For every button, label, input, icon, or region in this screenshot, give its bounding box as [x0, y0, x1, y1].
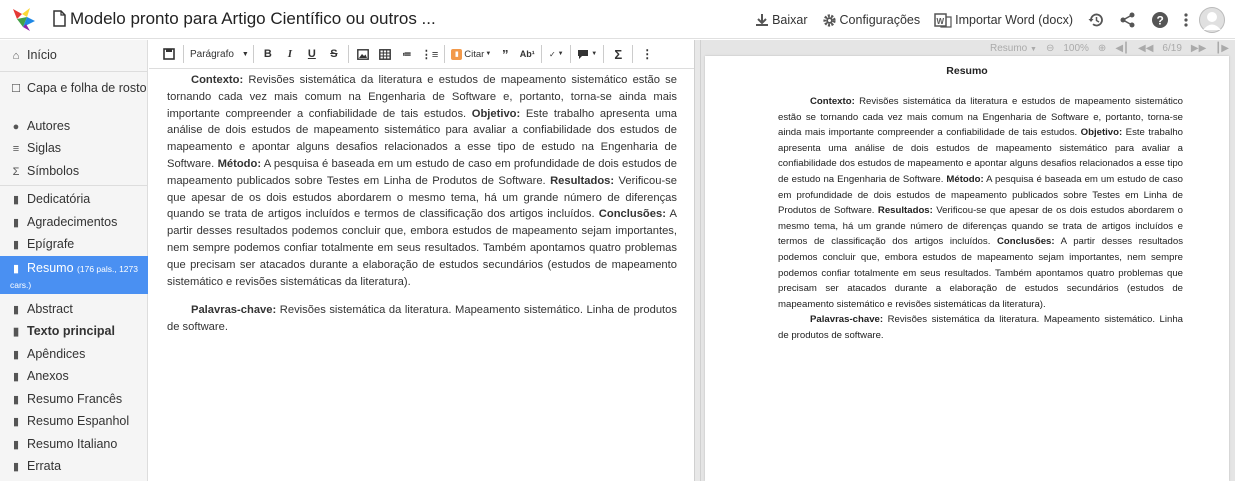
app-logo-icon[interactable] [10, 5, 38, 33]
contexto-label: Contexto: [191, 74, 244, 86]
preview-style-select[interactable] [981, 43, 1037, 54]
resultados-text: Verificou-se que apesar de os dois estudos abordarem o mesmo tema, há um grande número de diferenças quando se trata de artigos incluídos e termos de classificação dos artigos incluídos. [778, 205, 1183, 248]
top-actions [741, 6, 1225, 34]
strikethrough-button[interactable]: S [330, 48, 338, 60]
metodo-text: A pesquisa é baseada em um estudo de caso em profundidade de dois estudos de mapeamento publicados sobre Testes em Linha de Produtos de Software. [167, 157, 677, 187]
sidebar-item-capa[interactable] [0, 80, 148, 97]
quote-button[interactable]: ” [502, 46, 509, 62]
keywords-label: Palavras-chave: [191, 304, 277, 317]
page-title: Resumo [946, 65, 988, 77]
save-icon [163, 48, 175, 60]
page-body [778, 94, 1183, 344]
preview-keywords-paragraph [778, 312, 1183, 343]
sidebar-item-anexos[interactable] [0, 369, 148, 385]
next-page-icon[interactable]: ▶▶ [1190, 42, 1207, 54]
top-bar [0, 0, 1235, 39]
doc-icon: ▮ [12, 304, 20, 316]
formula-button[interactable]: Σ [614, 46, 623, 62]
bold-button[interactable]: B [263, 48, 272, 60]
editor-toolbar [149, 40, 694, 69]
sidebar-item-dedicatoria[interactable] [0, 192, 148, 208]
prev-page-icon[interactable]: ◀◀ [1138, 42, 1154, 54]
toolbar-divider [541, 45, 542, 63]
keywords-text: Revisões sistemática da literatura. Mapeamento sistemático. Linha de produtos de software. [778, 314, 1183, 341]
doc-icon: ▮ [12, 239, 20, 251]
doc-icon: ▮ [12, 371, 20, 383]
conclusoes-label: Conclusões: [997, 236, 1055, 248]
image-icon [357, 49, 369, 60]
sidebar-item-resumo-frances[interactable] [0, 392, 148, 408]
more-menu-button[interactable] [1183, 12, 1189, 28]
contexto-label: Contexto: [810, 96, 855, 107]
sidebar-item-label: Resumo [27, 261, 74, 275]
objetivo-label: Objetivo: [1080, 127, 1123, 139]
square-icon: ☐ [11, 83, 21, 95]
spellcheck-button[interactable] [548, 44, 564, 64]
sidebar-item-label: Anexos [27, 369, 69, 383]
conclusoes-text: A partir desses resultados podemos concluir que, embora estudos de mapeamento sejam importantes, nem sempre podemos confiar totalmente em seus resultados. Também apontamos quatro problemas que precisam ser atacados durante a elaboração de estudos secundários (estudos de mapeamento sistemático e revisões sistemáticas da literatura). [778, 236, 1183, 310]
cite-label: Citar [464, 48, 485, 60]
toolbar-divider [632, 45, 633, 63]
keywords-label: Palavras-chave: [810, 314, 884, 326]
share-button[interactable] [1119, 11, 1137, 29]
cite-icon: ▮ [451, 49, 462, 60]
abstract-paragraph [167, 72, 677, 290]
help-button[interactable] [1151, 11, 1169, 29]
sidebar-item-agradecimentos[interactable] [0, 215, 148, 231]
toolbar-divider [253, 45, 254, 63]
gear-icon [822, 13, 837, 28]
sidebar-item-label: Símbolos [27, 164, 80, 178]
sidebar-item-label: Início [27, 48, 57, 62]
zoom-level: 100% [1063, 42, 1089, 54]
sidebar-divider [0, 71, 148, 72]
doc-icon: ▮ [12, 349, 20, 361]
page-indicator: 6/19 [1162, 42, 1182, 54]
home-icon: ⌂ [12, 50, 20, 62]
resultados-text: Verificou-se que apesar de os dois estudos abordarem o mesmo tema, há um grande número de diferenças quando se trata de artigos incluídos e termos de classificação dos artigos incluídos. [167, 174, 677, 221]
import-word-label: Importar Word (docx) [955, 13, 1073, 27]
history-icon [1087, 11, 1105, 29]
sidebar-item-label: Resumo Espanhol [27, 414, 130, 428]
sidebar-item-epigrafe[interactable] [0, 237, 148, 253]
sidebar-item-detail: (176 pals., 1273 cars.) [10, 264, 138, 290]
abbreviation-button[interactable]: Ab¹ [519, 49, 535, 59]
sidebar-item-label: Capa e folha de rosto [27, 81, 147, 95]
sidebar-item-siglas[interactable] [0, 141, 148, 157]
history-button[interactable] [1087, 11, 1105, 29]
keywords-paragraph [167, 302, 677, 336]
sidebar-item-resumo[interactable] [0, 256, 148, 294]
sidebar-item-label: Apêndices [27, 347, 86, 361]
sidebar-item-resumo-italiano[interactable] [0, 437, 148, 453]
sidebar-item-label: Abstract [27, 302, 73, 316]
comment-button[interactable] [577, 44, 597, 64]
sidebar-item-label: Texto principal [27, 324, 115, 338]
chevron-down-icon: ▼ [241, 50, 249, 58]
sidebar-item-label: Errata [27, 459, 62, 473]
sidebar-item-label: Resumo Italiano [27, 437, 118, 451]
save-button[interactable] [161, 44, 177, 64]
italic-button[interactable]: I [287, 48, 292, 60]
keywords-text: Revisões sistemática da literatura. Mapeamento sistemático. Linha de produtos de software. [167, 304, 677, 334]
sidebar-item-label: Dedicatória [27, 192, 91, 206]
preview-abstract-paragraph [778, 94, 1183, 312]
contexto-text: Revisões sistemática da literatura e estudos de mapeamento sistemático estão se tornando cada vez mais comum na Engenharia de Software e, portanto, torna-se ainda mais importante compreender a confiabilidade de tais estudos. [778, 96, 1183, 139]
import-word-button[interactable] [934, 12, 1073, 28]
svg-text:?: ? [1156, 13, 1164, 28]
preview-style-value: Resumo [989, 42, 1028, 54]
comment-icon [577, 49, 589, 60]
toolbar-divider [603, 45, 604, 63]
pane-splitter[interactable] [694, 40, 701, 481]
doc-icon: ▮ [12, 461, 20, 473]
sidebar-item-label: Siglas [27, 141, 62, 155]
cite-button[interactable] [451, 44, 491, 64]
help-icon [1151, 11, 1169, 29]
metodo-label: Método: [946, 173, 984, 185]
preview-pane [701, 40, 1235, 481]
insert-table-button[interactable] [377, 44, 393, 64]
toolbar-divider [570, 45, 571, 63]
resultados-label: Resultados: [550, 174, 615, 187]
chevron-down-icon: ▼ [591, 51, 598, 57]
more-options-button[interactable]: ⋮ [641, 47, 654, 61]
toolbar-divider [348, 45, 349, 63]
spellcheck-icon: ✓ [548, 49, 556, 59]
doc-icon: ▮ [12, 194, 20, 206]
doc-icon: ▮ [12, 416, 20, 428]
bullet-list-button[interactable]: ⋮≡ [420, 48, 439, 61]
metodo-label: Método: [217, 157, 262, 170]
sidebar-divider [0, 185, 148, 186]
download-label: Baixar [772, 13, 808, 27]
editor-content[interactable] [167, 72, 677, 336]
sidebar-item-simbolos[interactable] [0, 164, 148, 180]
document-title[interactable]: Modelo pronto para Artigo Científico ou outros ... [70, 9, 436, 28]
sigma-icon: Σ [12, 166, 20, 178]
document-icon [53, 10, 66, 27]
chevron-down-icon: ▼ [485, 51, 492, 57]
toolbar-divider [444, 45, 445, 63]
svg-text:W: W [936, 17, 945, 26]
sidebar-item-errata[interactable] [0, 459, 148, 475]
doc-icon: ▮ [12, 217, 20, 229]
settings-label: Configurações [839, 13, 921, 27]
sidebar-item-label: Resumo Francês [27, 392, 123, 406]
conclusoes-text: A partir desses resultados podemos concluir que, embora estudos de mapeamento sejam importantes, nem sempre podemos confiar totalmente em seus resultados. Também apontamos quatro problemas que precisam ser atacados durante a elaboração de estudos secundários (estudos de mapeamento sistemático e revisões sistemáticas da literatura). [167, 208, 678, 288]
paragraph-style-select[interactable] [190, 44, 249, 64]
objetivo-label: Objetivo: [471, 107, 521, 120]
sidebar-item-abstract[interactable] [0, 302, 148, 318]
toolbar-divider [183, 45, 184, 63]
conclusoes-label: Conclusões: [598, 208, 666, 221]
doc-icon: ▮ [12, 439, 20, 451]
metodo-text: A pesquisa é baseada em um estudo de caso em profundidade de dois estudos de mapeamento publicados sobre Testes em Linha de Produtos de Software. [778, 173, 1183, 217]
objetivo-text: Este trabalho apresenta uma análise de dois estudos de mapeamento sistemático para avaliar a confiabilidade dos estudos de mapeamento e apontar alguns desafios relacionados a esse tipo de estudo na Engenharia de Software. [167, 107, 677, 170]
insert-image-button[interactable] [355, 44, 371, 64]
sidebar [0, 40, 148, 481]
share-icon [1119, 11, 1137, 29]
last-page-icon[interactable]: ┃▶ [1215, 42, 1229, 54]
sidebar-item-inicio[interactable] [0, 48, 148, 64]
doc-icon: ▮ [12, 394, 20, 406]
download-button[interactable] [755, 13, 807, 27]
editor-pane [149, 40, 694, 481]
contexto-text: Revisões sistemática da literatura e estudos de mapeamento sistemático estão se tornando cada vez mais comum na Engenharia de Software e, portanto, torna-se ainda mais importante compreender a confiabilidade de tais estudos. [167, 74, 677, 120]
download-icon [755, 13, 769, 27]
doc-icon: ▮ [12, 263, 20, 275]
first-page-icon[interactable]: ◀┃ [1115, 42, 1130, 54]
more-vert-icon [1183, 12, 1189, 28]
sidebar-item-texto-principal[interactable] [0, 324, 148, 340]
chevron-down-icon: ▼ [557, 51, 564, 57]
objetivo-text: Este trabalho apresenta uma análise de dois estudos de mapeamento sistemático para avaliar a confiabilidade dos estudos de mapeamento e apontar alguns desafios relacionados a esse tipo de estudo na Engenharia de Software. [778, 127, 1183, 185]
sidebar-item-resumo-espanhol[interactable] [0, 414, 148, 430]
resultados-label: Resultados: [877, 205, 933, 217]
user-avatar[interactable] [1199, 7, 1225, 33]
underline-button[interactable]: U [307, 48, 316, 60]
table-icon [379, 49, 391, 60]
sidebar-item-label: Epígrafe [27, 237, 75, 251]
avatar-icon [1199, 7, 1225, 33]
people-icon: ● [12, 121, 20, 133]
sidebar-item-apendices[interactable] [0, 347, 148, 363]
doc-icon: ▮ [12, 326, 20, 338]
word-import-icon [934, 12, 952, 28]
list-icon: ≡ [12, 143, 20, 155]
sidebar-item-label: Autores [27, 119, 71, 133]
preview-page [705, 56, 1229, 481]
chevron-down-icon: ▼ [1030, 45, 1037, 53]
zoom-out-icon[interactable]: ⊖ [1045, 42, 1055, 54]
paragraph-style-value: Parágrafo [190, 48, 234, 60]
preview-toolbar [972, 40, 1235, 56]
sidebar-item-label: Agradecimentos [27, 215, 118, 229]
numbered-list-button[interactable]: ≔ [402, 48, 412, 59]
sidebar-item-autores[interactable] [0, 119, 148, 135]
zoom-in-icon[interactable]: ⊕ [1097, 42, 1107, 54]
settings-button[interactable] [822, 13, 921, 28]
